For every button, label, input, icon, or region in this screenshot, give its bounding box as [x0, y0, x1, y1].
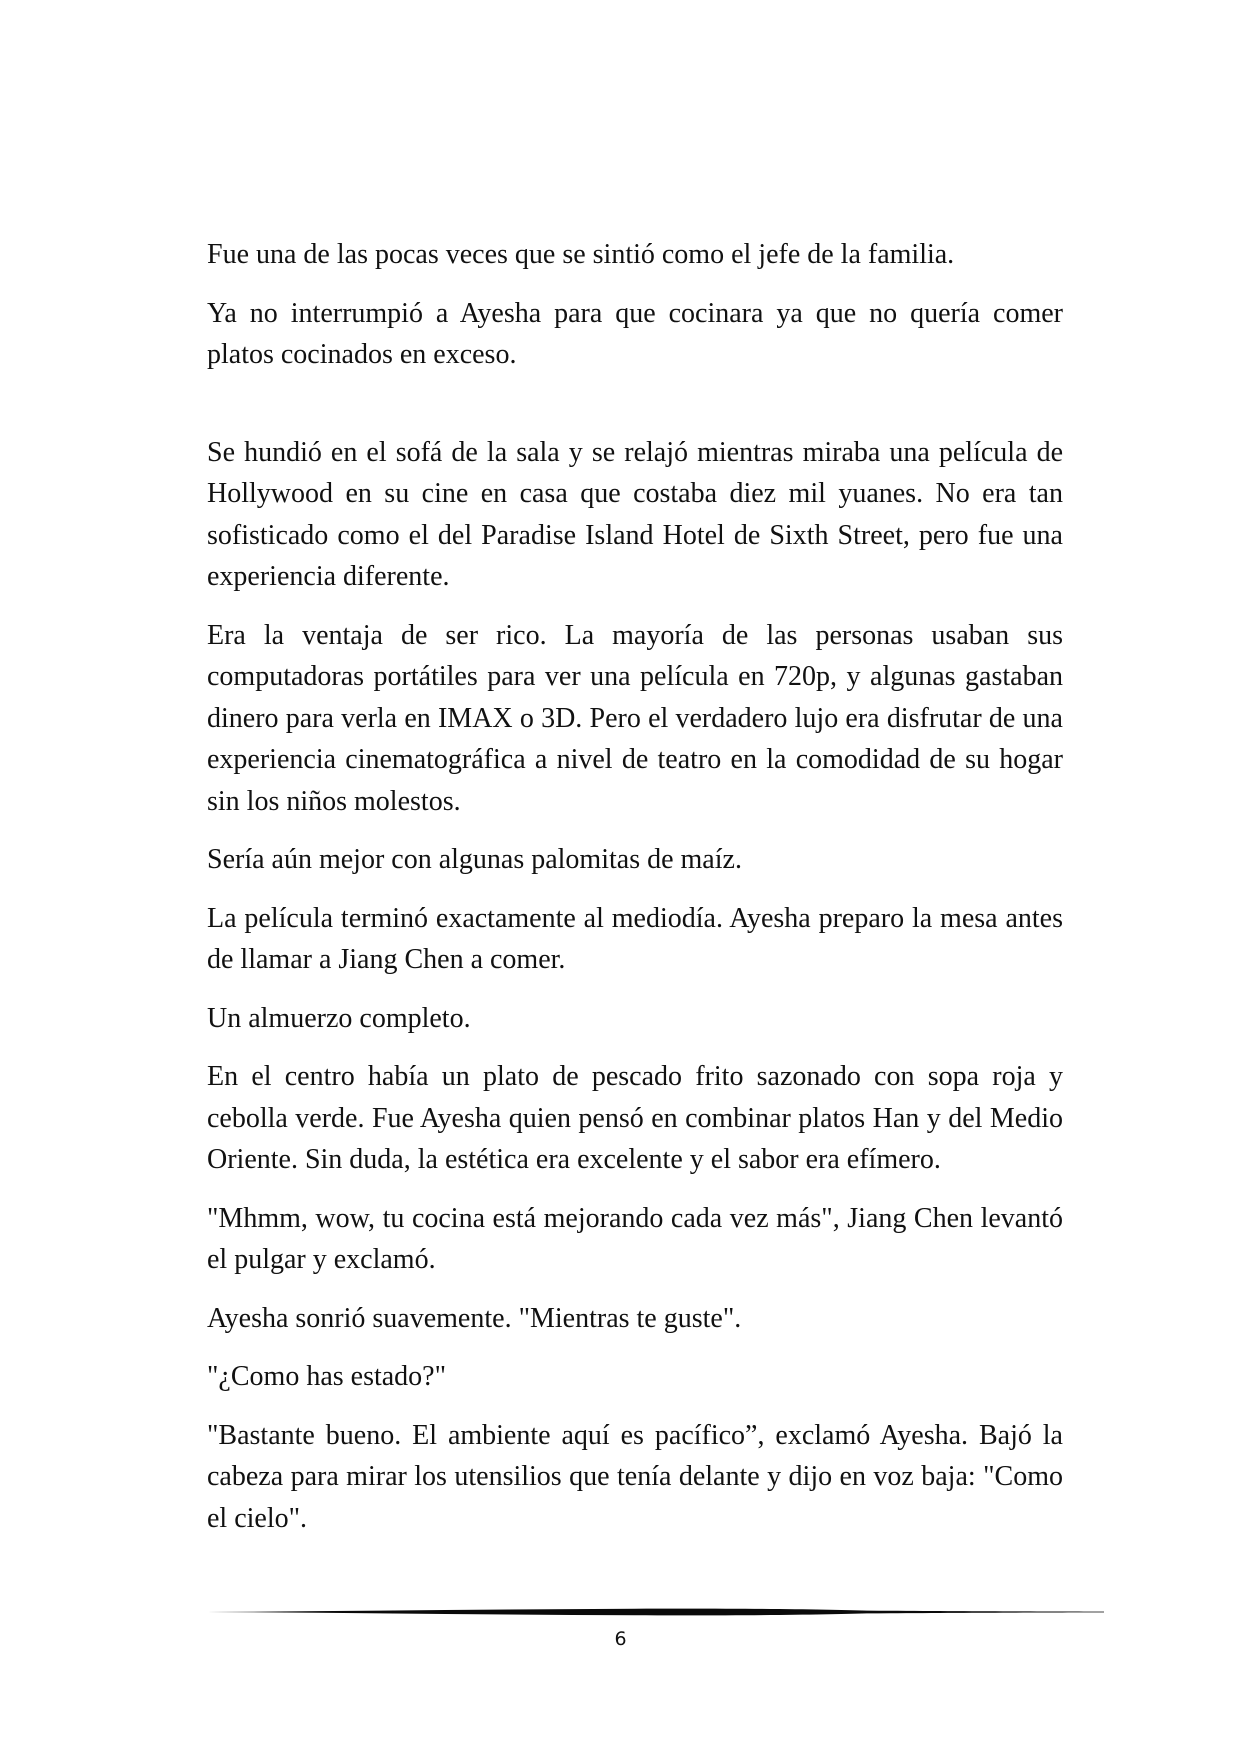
paragraph: "Mhmm, wow, tu cocina está mejorando cada vez más", Jiang Chen levantó el pulgar y exclamó. — [207, 1202, 1063, 1275]
paragraph: Un almuerzo completo. — [207, 1002, 471, 1034]
footer-divider — [207, 1606, 1104, 1618]
paragraph: Era la ventaja de ser rico. La mayoría de las personas usaban sus computadoras portátiles para ver una película en 720p, y algunas gastaban dinero para verla en IMAX o 3D. Pero el verdadero lujo era disfrutar de una experiencia cinematográfica a nivel de teatro en la comodidad de su hogar sin los niños molestos. — [207, 619, 1063, 817]
paragraph: Fue una de las pocas veces que se sintió como el jefe de la familia. — [207, 239, 955, 270]
body-text — [207, 234, 1063, 1556]
paragraph: Se hundió en el sofá de la sala y se relajó mientras miraba una película de Hollywood en su cine en casa que costaba diez mil yuanes. No era tan sofisticado como el del Paradise Island Hotel de Sixth Street, pero fue una experiencia diferente. — [207, 436, 1063, 592]
paragraph: Ayesha sonrió suavemente. "Mientras te guste". — [207, 1302, 742, 1334]
paragraph: Ya no interrumpió a Ayesha para que cocinara ya que no quería comer platos cocinados en exceso. — [207, 297, 1063, 370]
paragraph: La película terminó exactamente al mediodía. Ayesha preparo la mesa antes de llamar a Jiang Chen a comer. — [207, 902, 1063, 975]
paragraph: En el centro había un plato de pescado frito sazonado con sopa roja y cebolla verde. Fue Ayesha quien pensó en combinar platos Han y del Medio Oriente. Sin duda, la estética era excelente y el sabor era efímero. — [207, 1061, 1063, 1175]
paragraph: "Bastante bueno. El ambiente aquí es pacífico”, exclamó Ayesha. Bajó la cabeza para mirar los utensilios que tenía delante y dijo en voz baja: "Como el cielo". — [207, 1419, 1063, 1534]
page-number: 6 — [614, 1628, 627, 1650]
paragraph: "¿Como has estado?" — [207, 1361, 447, 1392]
paragraph: Sería aún mejor con algunas palomitas de maíz. — [207, 844, 742, 875]
